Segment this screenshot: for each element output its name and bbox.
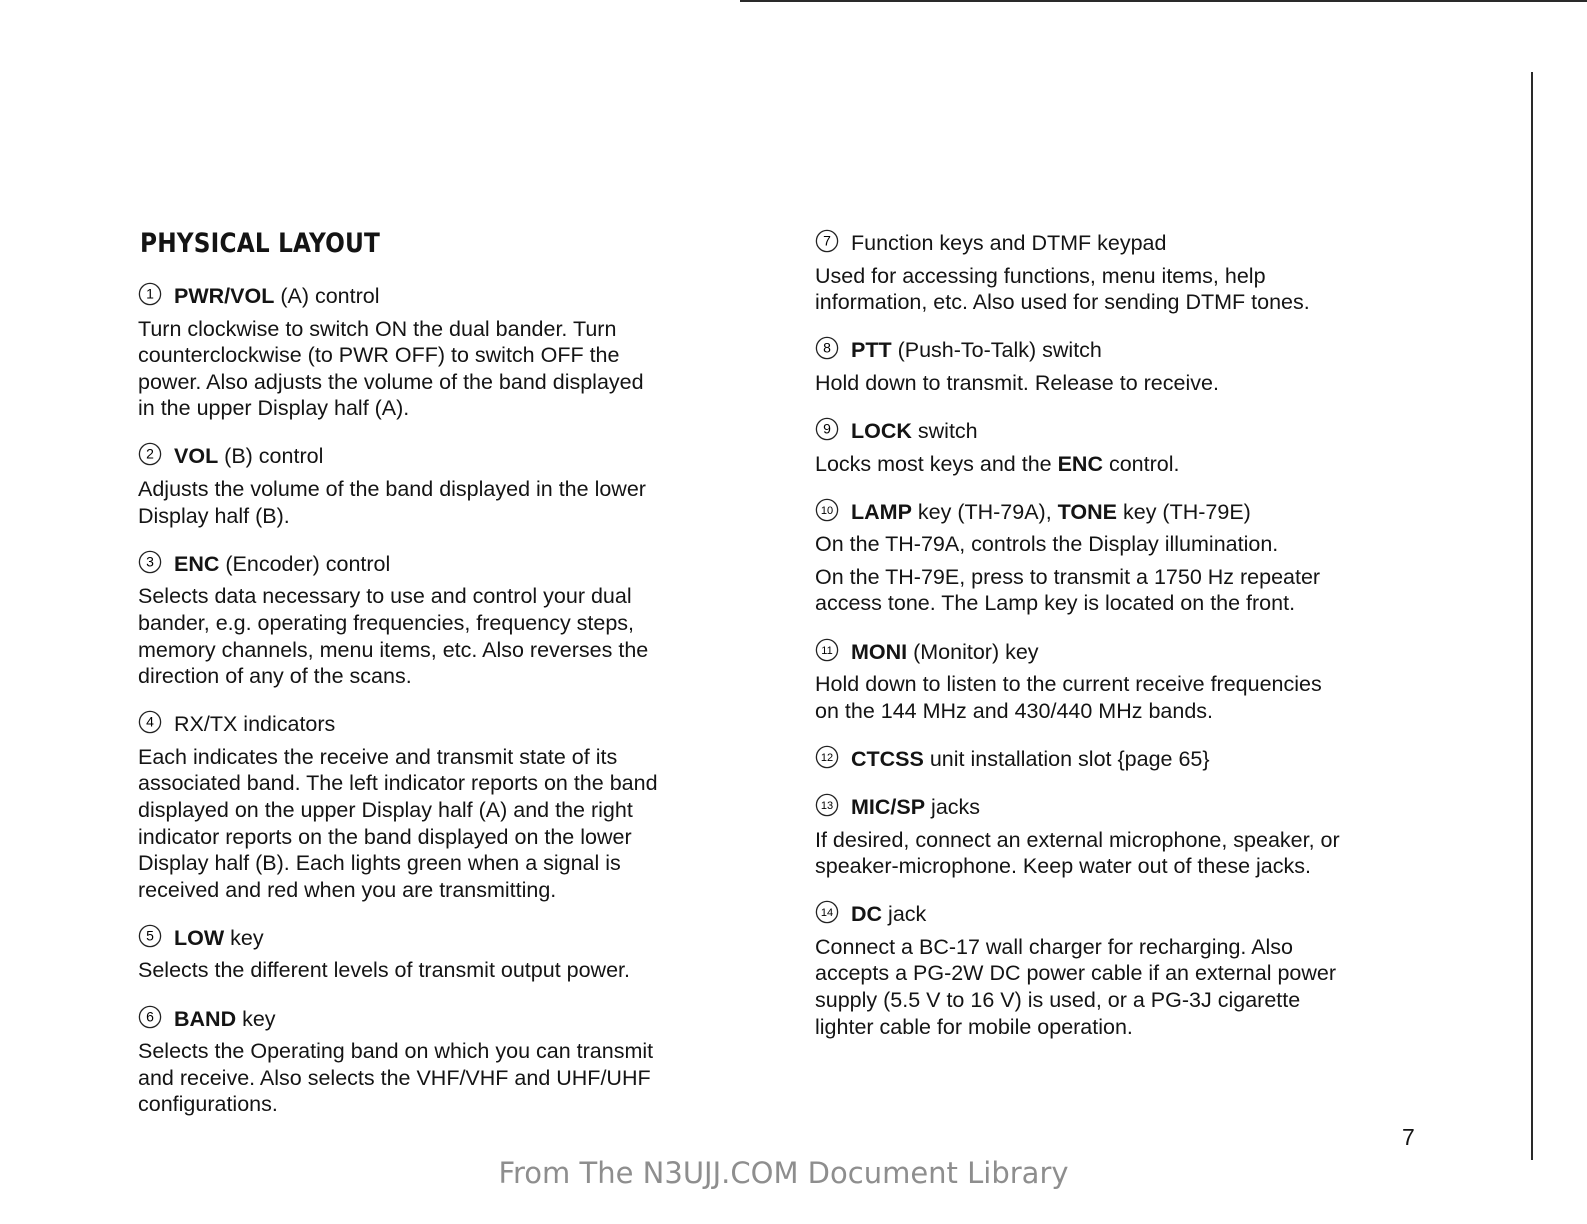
item-keyword: DC: [851, 902, 883, 927]
item-heading: [815, 638, 1435, 666]
description-text: Locks most keys and the: [815, 451, 1058, 476]
description-line: indicator reports on the band displayed on the lower: [138, 824, 632, 849]
number-label: 13: [820, 799, 834, 812]
description-line: speaker-microphone. Keep water out of these jacks.: [815, 854, 1311, 879]
item-number-icon: [138, 550, 162, 574]
number-label: 7: [823, 232, 831, 249]
layout-item: [138, 550, 748, 690]
item-keyword: LAMP: [851, 499, 912, 524]
layout-item: [815, 498, 1435, 617]
item-heading-text: jacks: [925, 794, 981, 819]
item-number-icon: [815, 498, 839, 522]
item-number-icon: [815, 336, 839, 360]
circled-number-icon: [815, 336, 839, 360]
number-label: 14: [820, 907, 834, 920]
description-line: Selects the Operating band on which you can transmit: [138, 1039, 654, 1064]
item-heading-text: unit installation slot {page 65}: [923, 746, 1210, 771]
circled-number-icon: [138, 1005, 162, 1029]
item-number-icon: [815, 229, 839, 253]
item-description: [815, 451, 1435, 478]
description-line: and receive. Also selects the VHF/VHF and UHF/UHF: [138, 1065, 651, 1090]
item-number-icon: [815, 900, 839, 924]
item-heading: [138, 282, 748, 310]
item-heading-text: (B) control: [218, 444, 324, 469]
layout-item: [138, 282, 748, 422]
item-description: [815, 827, 1435, 880]
footer-credit: From The N3UJJ.COM Document Library: [498, 1156, 1069, 1190]
item-description: [138, 476, 748, 529]
item-heading: [815, 498, 1435, 526]
item-keyword: PWR/VOL: [174, 284, 275, 308]
description-line: direction of any of the scans.: [138, 664, 412, 689]
circled-number-icon: [815, 498, 839, 522]
item-heading: [815, 229, 1435, 257]
description-line: memory channels, menu items, etc. Also reverses the: [138, 637, 649, 662]
layout-item: [815, 745, 1435, 773]
item-heading-text: switch: [911, 418, 978, 443]
item-heading: [138, 1005, 748, 1033]
item-number-icon: [815, 417, 839, 441]
description-line: lighter cable for mobile operation.: [815, 1014, 1133, 1039]
item-keyword: VOL: [174, 444, 219, 469]
item-keyword: LOW: [174, 925, 225, 950]
description-line: configurations.: [138, 1092, 278, 1117]
description-line: On the TH-79E, press to transmit a 1750 Hz repeater: [815, 564, 1321, 589]
circled-number-icon: [138, 442, 162, 466]
top-rule: [740, 0, 1587, 2]
description-line: counterclockwise (to PWR OFF) to switch OFF the: [138, 343, 620, 368]
layout-item: [815, 793, 1435, 880]
item-description: [815, 531, 1435, 558]
layout-item: [138, 442, 748, 529]
description-line: Adjusts the volume of the band displayed in the lower: [138, 477, 646, 502]
circled-number-icon: [815, 638, 839, 662]
item-description: [138, 583, 748, 689]
number-label: 5: [146, 927, 154, 944]
circled-number-icon: [815, 745, 839, 769]
item-keyword: CTCSS: [851, 746, 924, 771]
item-number-icon: [138, 442, 162, 466]
item-heading-text: RX/TX indicators: [174, 712, 336, 737]
item-number-icon: [138, 710, 162, 734]
description-line: Connect a BC-17 wall charger for recharging. Also: [815, 934, 1294, 959]
item-description: [815, 263, 1435, 316]
item-heading-text: (Encoder) control: [219, 551, 391, 576]
page-title: PHYSICAL LAYOUT: [140, 228, 381, 259]
item-number-icon: [138, 924, 162, 948]
item-heading: [138, 550, 748, 578]
item-description: [138, 1038, 748, 1118]
item-heading: [138, 924, 748, 952]
circled-number-icon: [138, 282, 162, 306]
description-line: Selects data necessary to use and control your dual: [138, 584, 632, 609]
item-number-icon: [138, 1005, 162, 1029]
number-label: 6: [146, 1008, 154, 1025]
description-line: Turn clockwise to switch ON the dual bander. Turn: [138, 316, 617, 341]
item-keyword: BAND: [174, 1006, 237, 1031]
item-heading-text: key: [236, 1006, 276, 1031]
item-description: [138, 316, 748, 422]
item-description: [138, 744, 748, 904]
circled-number-icon: [138, 710, 162, 734]
item-number-icon: [815, 793, 839, 817]
layout-item: [138, 710, 748, 903]
number-label: 1: [146, 285, 154, 302]
item-heading: [815, 336, 1435, 364]
item-keyword: PTT: [851, 338, 892, 363]
description-line: If desired, connect an external microphone, speaker, or: [815, 827, 1340, 852]
description-line: Display half (B). Each lights green when a signal is: [138, 851, 621, 876]
description-line: accepts a PG-2W DC power cable if an external power: [815, 961, 1337, 986]
description-line: Each indicates the receive and transmit state of its: [138, 744, 618, 769]
item-heading-text: (Monitor) key: [907, 639, 1039, 664]
description-line: Display half (B).: [138, 503, 290, 528]
item-keyword: TONE: [1057, 499, 1118, 524]
item-heading: [815, 793, 1435, 821]
layout-item: [815, 417, 1435, 477]
item-number-icon: [815, 745, 839, 769]
number-label: 3: [146, 553, 154, 570]
description-line: displayed on the upper Display half (A) and the right: [138, 798, 633, 822]
description-line: in the upper Display half (A).: [138, 396, 410, 421]
description-line: Hold down to transmit. Release to receive.: [815, 370, 1219, 395]
description-line: on the 144 MHz and 430/440 MHz bands.: [815, 698, 1214, 723]
description-line: access tone. The Lamp key is located on the front.: [815, 591, 1296, 616]
page-edge-rule: [1531, 72, 1533, 1160]
number-label: 2: [146, 446, 154, 463]
layout-item: [138, 1005, 748, 1118]
description-line: Used for accessing functions, menu items, help: [815, 263, 1266, 288]
item-keyword: MONI: [851, 639, 908, 664]
item-heading: [138, 710, 748, 738]
number-label: 4: [146, 713, 154, 730]
description-line: bander, e.g. operating frequencies, frequency steps,: [138, 610, 635, 635]
description-line: information, etc. Also used for sending DTMF tones.: [815, 290, 1310, 315]
right-column: [815, 229, 1435, 1061]
item-description: [815, 934, 1435, 1040]
item-number-icon: [138, 282, 162, 306]
circled-number-icon: [815, 900, 839, 924]
circled-number-icon: [815, 793, 839, 817]
layout-item: [138, 924, 748, 984]
item-description: [815, 370, 1435, 397]
circled-number-icon: [138, 550, 162, 574]
description-keyword: ENC: [1057, 451, 1103, 476]
item-heading-text: (Push-To-Talk) switch: [891, 338, 1102, 363]
item-description: [815, 671, 1435, 724]
item-heading-text: jack: [882, 902, 927, 927]
item-heading-text: key: [224, 925, 264, 950]
item-number-icon: [815, 638, 839, 662]
item-heading: [138, 442, 748, 470]
number-label: 10: [820, 504, 834, 517]
item-heading-text: key (TH-79A),: [911, 499, 1058, 524]
item-description: [138, 957, 748, 984]
description-line: power. Also adjusts the volume of the band displayed: [138, 369, 644, 394]
number-label: 8: [823, 339, 831, 356]
description-line: Selects the different levels of transmit output power.: [138, 958, 630, 983]
item-heading-text: key (TH-79E): [1117, 499, 1251, 524]
item-heading-text: Function keys and DTMF keypad: [851, 231, 1167, 255]
left-column: [138, 282, 748, 1138]
description-line: Hold down to listen to the current receive frequencies: [815, 672, 1322, 697]
page-number: 7: [1402, 1124, 1415, 1150]
item-keyword: LOCK: [851, 418, 912, 443]
layout-item: [815, 336, 1435, 396]
circled-number-icon: [138, 924, 162, 948]
number-label: 9: [823, 420, 831, 437]
layout-item: [815, 638, 1435, 725]
item-keyword: MIC/SP: [851, 794, 926, 819]
description-text: control.: [1103, 451, 1180, 476]
number-label: 11: [821, 644, 833, 657]
description-line: On the TH-79A, controls the Display illumination.: [815, 532, 1279, 557]
item-description: [815, 564, 1435, 617]
item-keyword: ENC: [174, 551, 220, 576]
circled-number-icon: [815, 417, 839, 441]
layout-item: [815, 229, 1435, 316]
item-heading: [815, 745, 1435, 773]
description-line: received and red when you are transmitting.: [138, 877, 557, 902]
layout-item: [815, 900, 1435, 1040]
number-label: 12: [820, 751, 834, 764]
circled-number-icon: [815, 229, 839, 253]
item-heading: [815, 900, 1435, 928]
item-heading-text: (A) control: [274, 284, 380, 308]
description-line: supply (5.5 V to 16 V) is used, or a PG-3J cigarette: [815, 987, 1301, 1012]
description-line: associated band. The left indicator reports on the band: [138, 771, 658, 796]
item-heading: [815, 417, 1435, 445]
